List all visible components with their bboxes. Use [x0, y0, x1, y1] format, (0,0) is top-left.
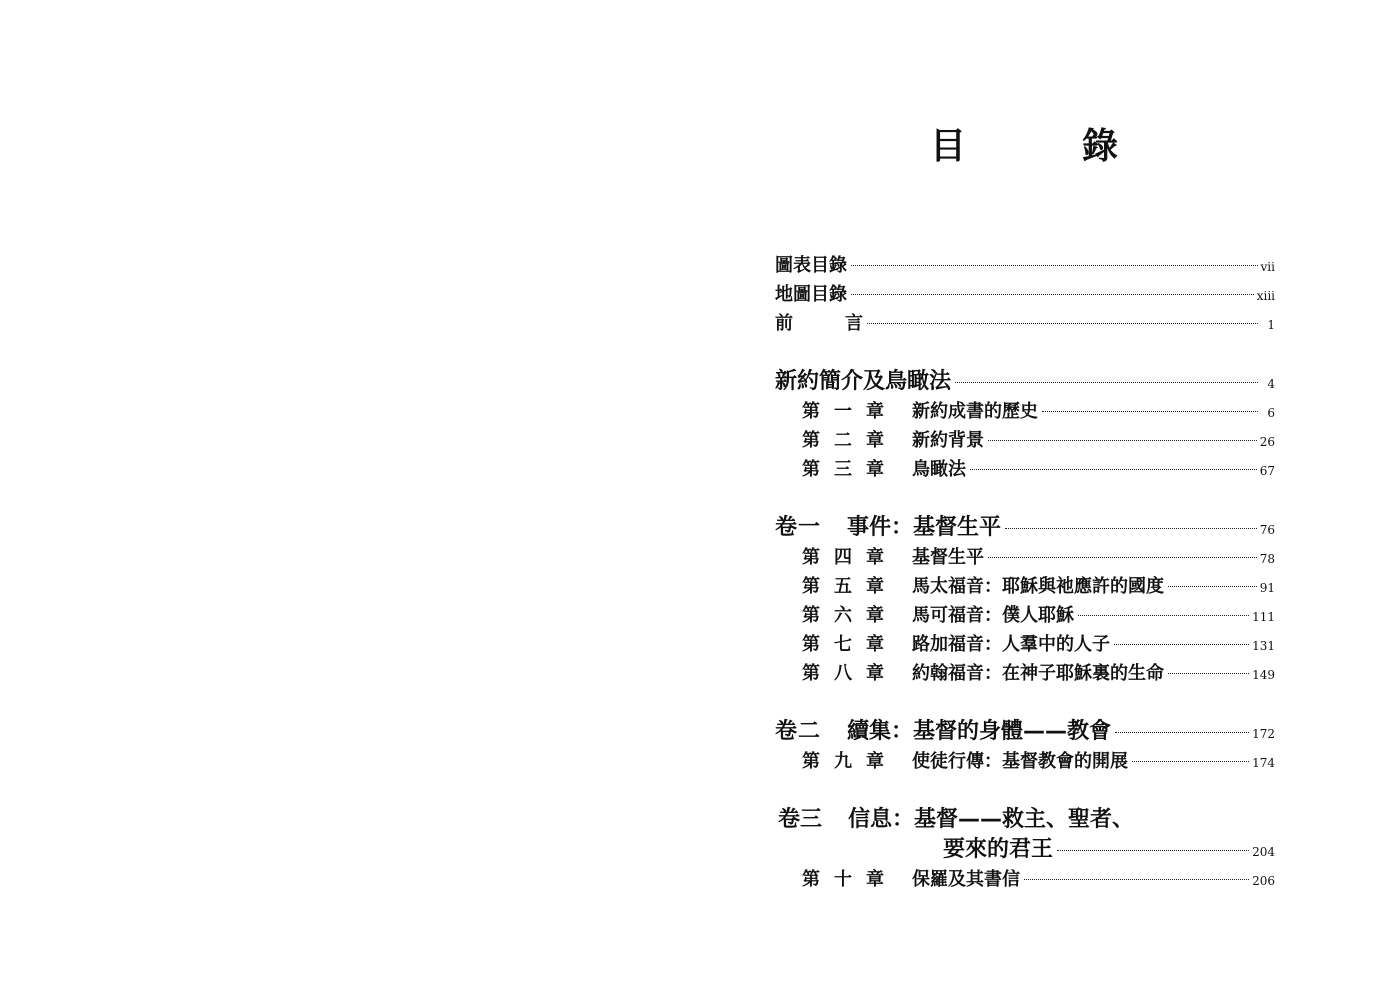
page-number: 26 [1259, 435, 1275, 449]
page-number: 4 [1267, 377, 1275, 391]
chapter-number: 第十章 [802, 869, 898, 890]
volume-number: 卷一 [775, 515, 822, 540]
toc-chapter[interactable] [775, 455, 1275, 484]
chapter-title: 保羅及其書信 [912, 869, 1020, 890]
chapter-title: 新約成書的歷史 [912, 401, 1038, 422]
toc-entry-preface[interactable] [775, 309, 1275, 338]
toc-chapter[interactable] [775, 659, 1275, 688]
volume-number: 卷三 [778, 807, 823, 832]
dot-leader [970, 469, 1257, 470]
chapter-number: 第七章 [802, 634, 898, 655]
chapter-number: 第九章 [802, 751, 898, 772]
toc-chapter[interactable] [775, 865, 1275, 894]
part-title-continued: 要來的君王 [943, 837, 1054, 862]
page-number: xiii [1256, 289, 1275, 303]
page-number: vii [1260, 260, 1275, 274]
table-of-contents [775, 251, 1275, 894]
volume-number: 卷二 [775, 719, 822, 744]
dot-leader [955, 382, 1258, 383]
toc-chapter[interactable] [775, 601, 1275, 630]
dot-leader [851, 265, 1258, 266]
page-number: 174 [1252, 756, 1275, 770]
dot-leader [1132, 761, 1249, 762]
dot-leader [867, 323, 1258, 324]
page-title: 目 錄 [930, 126, 1159, 167]
toc-chapter[interactable] [775, 426, 1275, 455]
dot-leader [1114, 644, 1249, 645]
toc-part-intro[interactable] [775, 367, 1275, 397]
toc-part-volume1[interactable] [775, 513, 1275, 543]
chapter-title: 馬太福音：耶穌與祂應許的國度 [912, 576, 1164, 597]
chapter-title: 馬可福音：僕人耶穌 [912, 605, 1074, 626]
page-number: 149 [1252, 668, 1275, 682]
chapter-number: 第三章 [802, 459, 898, 480]
dot-leader [851, 294, 1254, 295]
chapter-number: 第一章 [802, 401, 898, 422]
page-number: 131 [1252, 639, 1275, 653]
toc-part-volume2[interactable] [775, 717, 1275, 747]
part-title-line2 [775, 835, 1275, 865]
dot-leader [1005, 528, 1257, 529]
dot-leader [1168, 673, 1249, 674]
toc-entry-maps[interactable] [775, 280, 1275, 309]
chapter-number: 第四章 [802, 547, 898, 568]
chapter-number: 第六章 [802, 605, 898, 626]
part-title: 新約簡介及鳥瞰法 [775, 369, 952, 394]
toc-part-volume3[interactable] [775, 805, 1275, 865]
toc-chapter[interactable] [775, 543, 1275, 572]
part-title: 信息：基督——救主、聖者、 [848, 807, 1135, 832]
page-number: 6 [1267, 406, 1275, 420]
chapter-title: 鳥瞰法 [912, 459, 966, 480]
chapter-title: 約翰福音：在神子耶穌裏的生命 [912, 663, 1164, 684]
dot-leader [1168, 586, 1257, 587]
page-number: 67 [1259, 464, 1275, 478]
part-title-line1 [775, 805, 1275, 835]
chapter-number: 第五章 [802, 576, 898, 597]
dot-leader [1078, 615, 1249, 616]
page-number: 91 [1259, 581, 1275, 595]
chapter-title: 基督生平 [912, 547, 984, 568]
toc-chapter[interactable] [775, 397, 1275, 426]
toc-chapter[interactable] [775, 630, 1275, 659]
page-number: 111 [1252, 610, 1275, 624]
toc-entry-label: 地圖目錄 [775, 284, 847, 305]
dot-leader [1024, 879, 1249, 880]
chapter-title: 使徒行傳：基督教會的開展 [912, 751, 1128, 772]
dot-leader [988, 440, 1257, 441]
chapter-number: 第八章 [802, 663, 898, 684]
part-title: 事件：基督生平 [847, 515, 1002, 540]
part-title: 續集：基督的身體——教會 [847, 719, 1112, 744]
toc-chapter[interactable] [775, 572, 1275, 601]
toc-entry-label: 前言 [775, 313, 915, 334]
page-number: 1 [1267, 318, 1275, 332]
dot-leader [1057, 850, 1249, 851]
dot-leader [988, 557, 1257, 558]
page-number: 206 [1252, 874, 1275, 888]
page-number: 204 [1252, 845, 1275, 859]
toc-entry-figures[interactable] [775, 251, 1275, 280]
dot-leader [1115, 732, 1249, 733]
dot-leader [1042, 411, 1258, 412]
toc-chapter[interactable] [775, 747, 1275, 776]
chapter-title: 路加福音：人羣中的人子 [912, 634, 1110, 655]
page-number: 76 [1259, 523, 1275, 537]
page-number: 172 [1252, 727, 1275, 741]
toc-entry-label: 圖表目錄 [775, 255, 847, 276]
chapter-title: 新約背景 [912, 430, 984, 451]
page-number: 78 [1259, 552, 1275, 566]
chapter-number: 第二章 [802, 430, 898, 451]
